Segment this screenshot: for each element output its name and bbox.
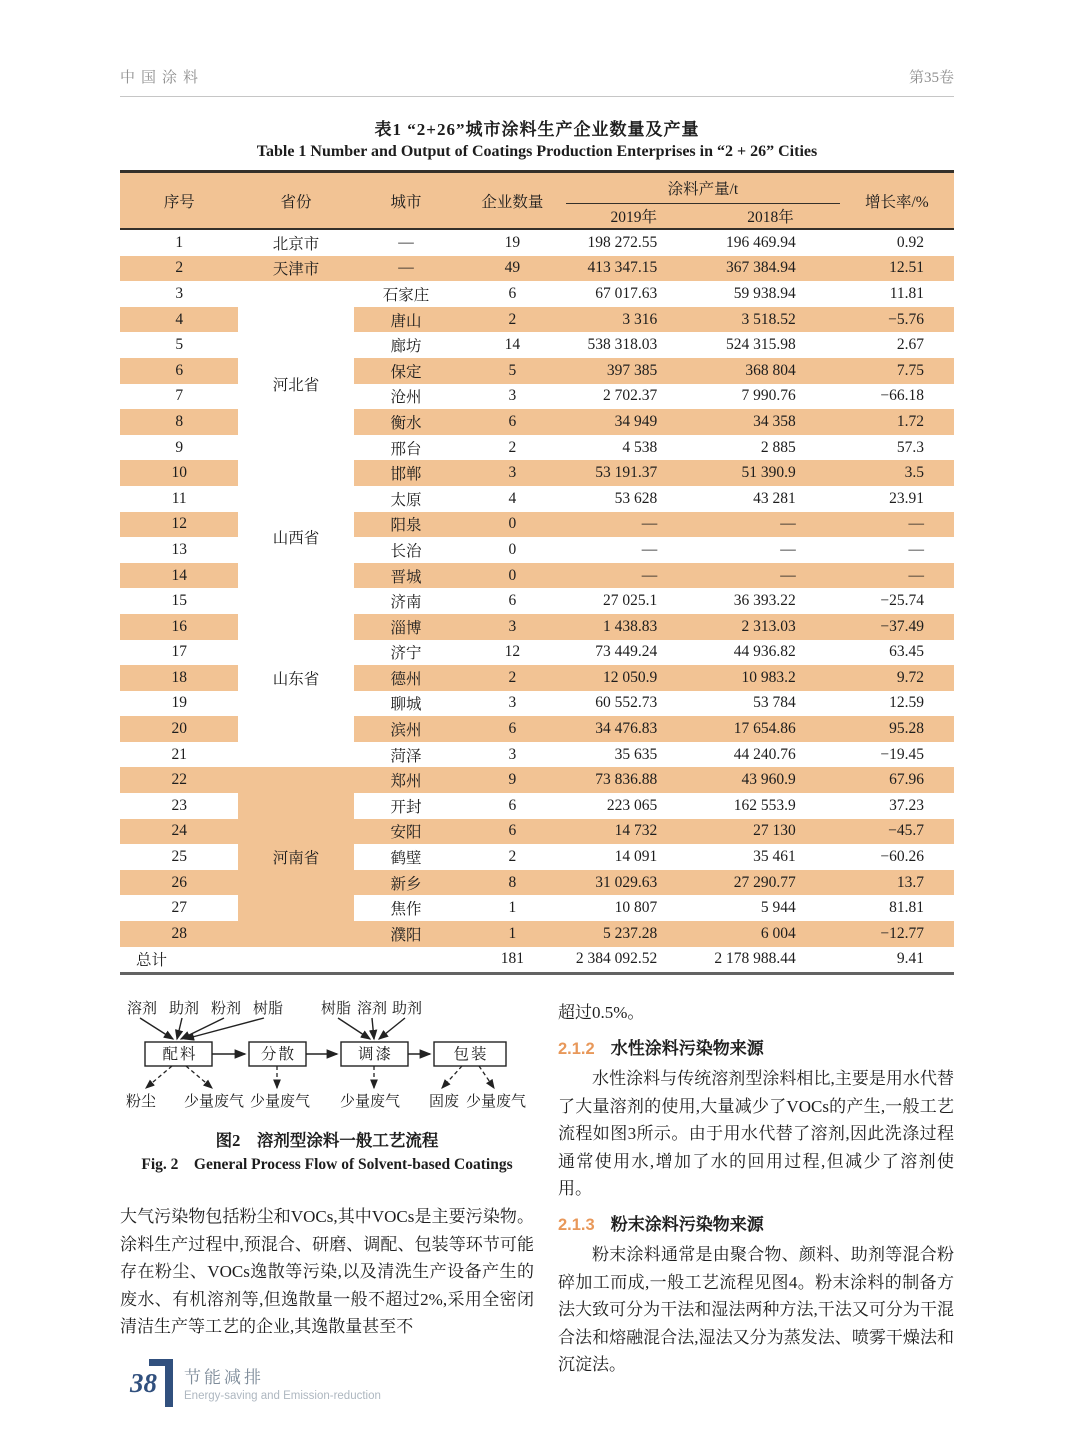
table-titles (120, 115, 954, 161)
province-cell: 河北省 (238, 281, 353, 486)
table-header (120, 172, 954, 230)
page-number-box (120, 1359, 173, 1403)
process-box-label: 分散 (260, 1046, 297, 1064)
table-row: 9 邢台 2 4 538 2 885 57.3 (120, 435, 954, 461)
input-label: 粉剂 (210, 1001, 242, 1018)
col-header-province: 省份 (238, 172, 353, 230)
table-row: 6 保定 5 397 385 368 804 7.75 (120, 358, 954, 384)
section-number: 2.1.3 (558, 1215, 595, 1234)
table-row: 26 新乡 8 31 029.63 27 290.77 13.7 (120, 870, 954, 896)
table-row: 28 濮阳 1 5 237.28 6 004 −12.77 (120, 921, 954, 947)
figure-2 (120, 999, 534, 1176)
output-label: 少量废气 (249, 1094, 311, 1111)
table-row: 27 焦作 1 10 807 5 944 81.81 (120, 895, 954, 921)
table-row: 3 河北省 石家庄 6 67 017.63 59 938.94 11.81 (120, 281, 954, 307)
process-box-label: 配料 (162, 1046, 198, 1064)
table-title-en: Table 1 Number and Output of Coatings Production Enterprises in “2 + 26” Cities (256, 143, 818, 160)
province-cell: 河南省 (238, 767, 353, 946)
province-cell: 山西省 (238, 486, 353, 588)
table-row: 14 晋城 0 — — — (120, 563, 954, 589)
coatings-production-table (120, 170, 954, 975)
col-header-growth: 增长率/% (840, 172, 954, 230)
col-header-seq: 序号 (120, 172, 238, 230)
table-row: 17 济宁 12 73 449.24 44 936.82 63.45 (120, 640, 954, 666)
continuation-text: 超过0.5%。 (558, 1003, 645, 1023)
col-header-2018: 2018年 (701, 204, 839, 230)
input-label: 溶剂 (126, 1001, 158, 1018)
table-row: 10 邯郸 3 53 191.37 51 390.9 3.5 (120, 460, 954, 486)
left-paragraph: 大气污染物包括粉尘和VOCs,其中VOCs是主要污染物。涂料生产过程中,预混合、研磨、调配、包装等环节可能存在粉尘、VOCs逸散等污染,以及清洗生产设备产生的废水、有机溶剂等,但逸散量一般不超过2%,采用全密闭清洁生产等工艺的企业,其逸散量甚至不 (120, 1207, 534, 1337)
table-row: 13 长治 0 — — — (120, 537, 954, 563)
table-row: 16 淄博 3 1 438.83 2 313.03 −37.49 (120, 614, 954, 640)
col-header-city: 城市 (354, 172, 459, 230)
output-label: 少量废气 (183, 1094, 245, 1111)
table-row: 21 菏泽 3 35 635 44 240.76 −19.45 (120, 742, 954, 768)
province-cell: 天津市 (238, 256, 353, 282)
journal-name: 中国涂料 (120, 70, 205, 86)
table-total-row: 总计 181 2 384 092.52 2 178 988.44 9.41 (120, 947, 954, 974)
section-body-212: 水性涂料与传统溶剂型涂料相比,主要是用水代替了大量溶剂的使用,大量减少了VOCs的产生,一般工艺流程如图3所示。由于用水代替了溶剂,因此洗涤过程通常使用水,增加了水的回用过程,但减少了溶剂使用。 (558, 1069, 954, 1199)
table-row: 8 衡水 6 34 949 34 358 1.72 (120, 409, 954, 435)
table-row: 15 山东省 济南 6 27 025.1 36 393.22 −25.74 (120, 588, 954, 614)
figure-caption-zh: 图2 溶剂型涂料一般工艺流程 (215, 1131, 439, 1151)
footer-section-en: Energy-saving and Emission-reduction (184, 1390, 381, 1402)
section-body-213: 粉末涂料通常是由聚合物、颜料、助剂等混合粉碎加工而成,一般工艺流程见图4。粉末涂料的制备方法大致可分为干法和湿法两种方法,干法又可分为干混合法和熔融混合法,湿法又分为蒸发法、喷雾干燥法和沉淀法。 (558, 1245, 954, 1375)
col-header-2019: 2019年 (566, 204, 701, 230)
table-row: 4 唐山 2 3 316 3 518.52 −5.76 (120, 307, 954, 333)
table-row: 22 河南省 郑州 9 73 836.88 43 960.9 67.96 (120, 767, 954, 793)
section-heading-212 (558, 1035, 954, 1064)
table-row: 19 聊城 3 60 552.73 53 784 12.59 (120, 691, 954, 717)
output-label: 少量废气 (465, 1094, 527, 1111)
output-label: 固废 (428, 1094, 460, 1111)
section-number: 2.1.2 (558, 1039, 595, 1058)
table-row: 5 廊坊 14 538 318.03 524 315.98 2.67 (120, 332, 954, 358)
output-label: 少量废气 (339, 1094, 401, 1111)
col-header-enterprises: 企业数量 (459, 172, 567, 230)
running-head (120, 0, 954, 97)
right-column (558, 999, 954, 1379)
section-heading-213 (558, 1211, 954, 1240)
table-row: 18 德州 2 12 050.9 10 983.2 9.72 (120, 665, 954, 691)
process-box-label: 包装 (453, 1046, 489, 1064)
footer-section-zh: 节能减排 (184, 1368, 264, 1387)
input-label: 溶剂 (356, 1001, 388, 1018)
table-row: 20 滨州 6 34 476.83 17 654.86 95.28 (120, 716, 954, 742)
input-label: 助剂 (391, 1001, 423, 1018)
table-row: 1 北京市 — 19 198 272.55 196 469.94 0.92 (120, 229, 954, 256)
province-cell: 山东省 (238, 588, 353, 767)
page-number: 38 (130, 1368, 157, 1398)
volume-label: 第35卷 (908, 70, 954, 86)
output-label: 粉尘 (125, 1094, 157, 1111)
table-row: 11 山西省 太原 4 53 628 43 281 23.91 (120, 486, 954, 512)
table-title-zh: 表1 “2+26”城市涂料生产企业数量及产量 (374, 120, 700, 139)
table-row: 2 天津市 — 49 413 347.15 367 384.94 12.51 (120, 256, 954, 282)
page-footer (120, 1359, 381, 1403)
figure-caption-en: Fig. 2 General Process Flow of Solvent-based Coatings (141, 1156, 513, 1174)
input-label: 树脂 (252, 1001, 284, 1018)
process-flow-diagram (120, 999, 534, 1121)
left-column (120, 999, 534, 1379)
table-body (120, 229, 954, 974)
input-label: 助剂 (168, 1001, 200, 1018)
process-box-label: 调漆 (357, 1046, 394, 1064)
col-header-output-group: 涂料产量/t (566, 172, 840, 204)
section-title: 粉末涂料污染物来源 (610, 1214, 764, 1234)
table-row: 23 开封 6 223 065 162 553.9 37.23 (120, 793, 954, 819)
table-row: 25 鹤壁 2 14 091 35 461 −60.26 (120, 844, 954, 870)
section-title: 水性涂料污染物来源 (610, 1038, 764, 1058)
table-row: 12 阳泉 0 — — — (120, 512, 954, 538)
table-row: 24 安阳 6 14 732 27 130 −45.7 (120, 819, 954, 845)
province-cell: 北京市 (238, 229, 353, 256)
table-row: 7 沧州 3 2 702.37 7 990.76 −66.18 (120, 384, 954, 410)
input-label: 树脂 (320, 1001, 352, 1018)
